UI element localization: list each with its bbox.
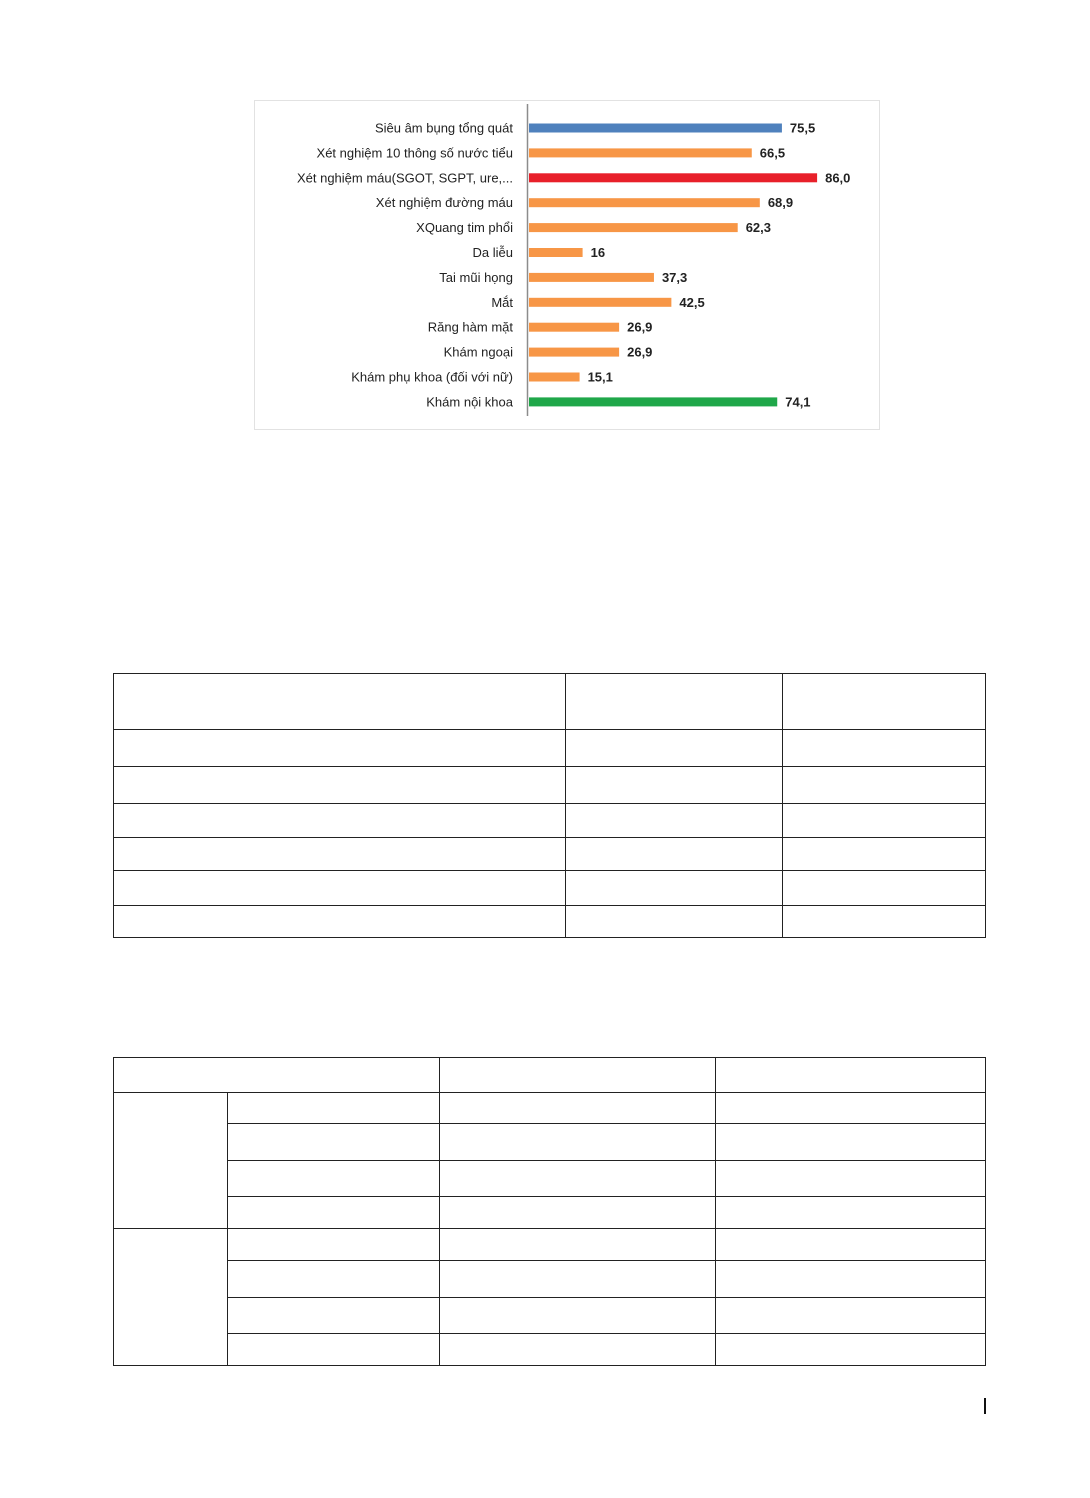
- table-cell: [114, 871, 566, 906]
- table-row: [114, 730, 986, 767]
- table-cell: [439, 1297, 716, 1333]
- table-row: [114, 1260, 986, 1297]
- table-cell: [783, 767, 986, 804]
- value-label: 42,5: [679, 294, 705, 310]
- table-row: [114, 674, 986, 730]
- table-row: [114, 1093, 986, 1124]
- bar: [529, 148, 752, 157]
- chart-canvas: [254, 100, 880, 430]
- table-cell: [716, 1297, 986, 1333]
- table-group-cell: [114, 1228, 228, 1365]
- table-cell: [114, 804, 566, 838]
- table-cell: [783, 730, 986, 767]
- table-cell: [227, 1093, 439, 1124]
- table-cell: [716, 1228, 986, 1260]
- table-row: [114, 1297, 986, 1333]
- table-row: [114, 906, 986, 938]
- table-cell: [439, 1197, 716, 1228]
- bar: [529, 273, 654, 282]
- bar: [529, 173, 817, 182]
- table-cell: [114, 1058, 440, 1093]
- table-cell: [439, 1260, 716, 1297]
- table-row: [114, 1058, 986, 1093]
- table-group-cell: [114, 1093, 228, 1228]
- table-cell: [566, 767, 783, 804]
- category-label: Khám phụ khoa (đối với nữ): [351, 369, 513, 385]
- table-row: [114, 1197, 986, 1228]
- table-1: [113, 673, 986, 938]
- table-row: [114, 1228, 986, 1260]
- bar: [529, 323, 619, 332]
- bar: [529, 124, 782, 133]
- table-cell: [716, 1058, 986, 1093]
- category-label: XQuang tim phổi: [416, 220, 513, 236]
- bar: [529, 348, 619, 357]
- table-cell: [227, 1333, 439, 1365]
- value-label: 66,5: [759, 145, 786, 161]
- bar: [529, 373, 580, 382]
- value-label: 15,1: [587, 369, 613, 385]
- table-cell: [114, 838, 566, 871]
- value-label: 37,3: [661, 269, 688, 285]
- table-cell: [566, 674, 783, 730]
- table-cell: [566, 838, 783, 871]
- value-label: 86,0: [825, 170, 851, 186]
- category-label: Tai mũi họng: [439, 269, 513, 285]
- bar: [529, 223, 738, 232]
- category-label: Xét nghiệm máu(SGOT, SGPT, ure,...: [296, 170, 513, 186]
- table-row: [114, 767, 986, 804]
- table-cell: [227, 1161, 439, 1197]
- bar: [529, 298, 671, 307]
- table-cell: [566, 906, 783, 938]
- table-cell: [227, 1197, 439, 1228]
- table-row: [114, 804, 986, 838]
- table-cell: [114, 767, 566, 804]
- bar: [529, 198, 760, 207]
- value-label: 74,1: [785, 394, 811, 410]
- table-cell: [114, 906, 566, 938]
- table-cell: [227, 1124, 439, 1161]
- category-label: Răng hàm mặt: [427, 319, 513, 335]
- page-edge-mark: [984, 1398, 986, 1414]
- table-cell: [227, 1228, 439, 1260]
- table-cell: [566, 730, 783, 767]
- exam-services-bar-chart: [254, 100, 880, 430]
- category-label: Khám ngoại: [443, 344, 513, 360]
- value-label: 75,5: [789, 120, 816, 136]
- table-cell: [716, 1161, 986, 1197]
- table-cell: [114, 730, 566, 767]
- table-cell: [716, 1197, 986, 1228]
- table-cell: [439, 1124, 716, 1161]
- table-cell: [783, 871, 986, 906]
- bar: [529, 248, 583, 257]
- bar: [529, 397, 777, 406]
- table-cell: [716, 1333, 986, 1365]
- table-cell: [227, 1260, 439, 1297]
- table-cell: [783, 674, 986, 730]
- category-label: Siêu âm bụng tổng quát: [374, 120, 513, 136]
- table-cell: [566, 804, 783, 838]
- value-label: 26,9: [627, 344, 653, 360]
- table-cell: [566, 871, 783, 906]
- table-row: [114, 1124, 986, 1161]
- table-row: [114, 1333, 986, 1365]
- category-label: Xét nghiệm 10 thông số nước tiểu: [316, 145, 513, 161]
- table-cell: [439, 1058, 716, 1093]
- table-cell: [783, 838, 986, 871]
- table-cell: [783, 906, 986, 938]
- category-label: Khám nội khoa: [426, 394, 513, 410]
- value-label: 26,9: [627, 319, 653, 335]
- table-cell: [783, 804, 986, 838]
- value-label: 68,9: [767, 195, 794, 211]
- table-2: [113, 1057, 986, 1366]
- category-label: Da liễu: [472, 245, 513, 260]
- table-row: [114, 1161, 986, 1197]
- table-cell: [114, 674, 566, 730]
- table-cell: [716, 1260, 986, 1297]
- table-cell: [439, 1161, 716, 1197]
- table-cell: [439, 1333, 716, 1365]
- table-cell: [439, 1228, 716, 1260]
- category-label: Mắt: [491, 294, 513, 310]
- table-cell: [716, 1093, 986, 1124]
- table-cell: [716, 1124, 986, 1161]
- table-row: [114, 838, 986, 871]
- value-label: 62,3: [745, 220, 772, 236]
- table-row: [114, 871, 986, 906]
- category-label: Xét nghiệm đường máu: [375, 195, 513, 211]
- table-cell: [227, 1297, 439, 1333]
- value-label: 16: [590, 245, 606, 260]
- table-cell: [439, 1093, 716, 1124]
